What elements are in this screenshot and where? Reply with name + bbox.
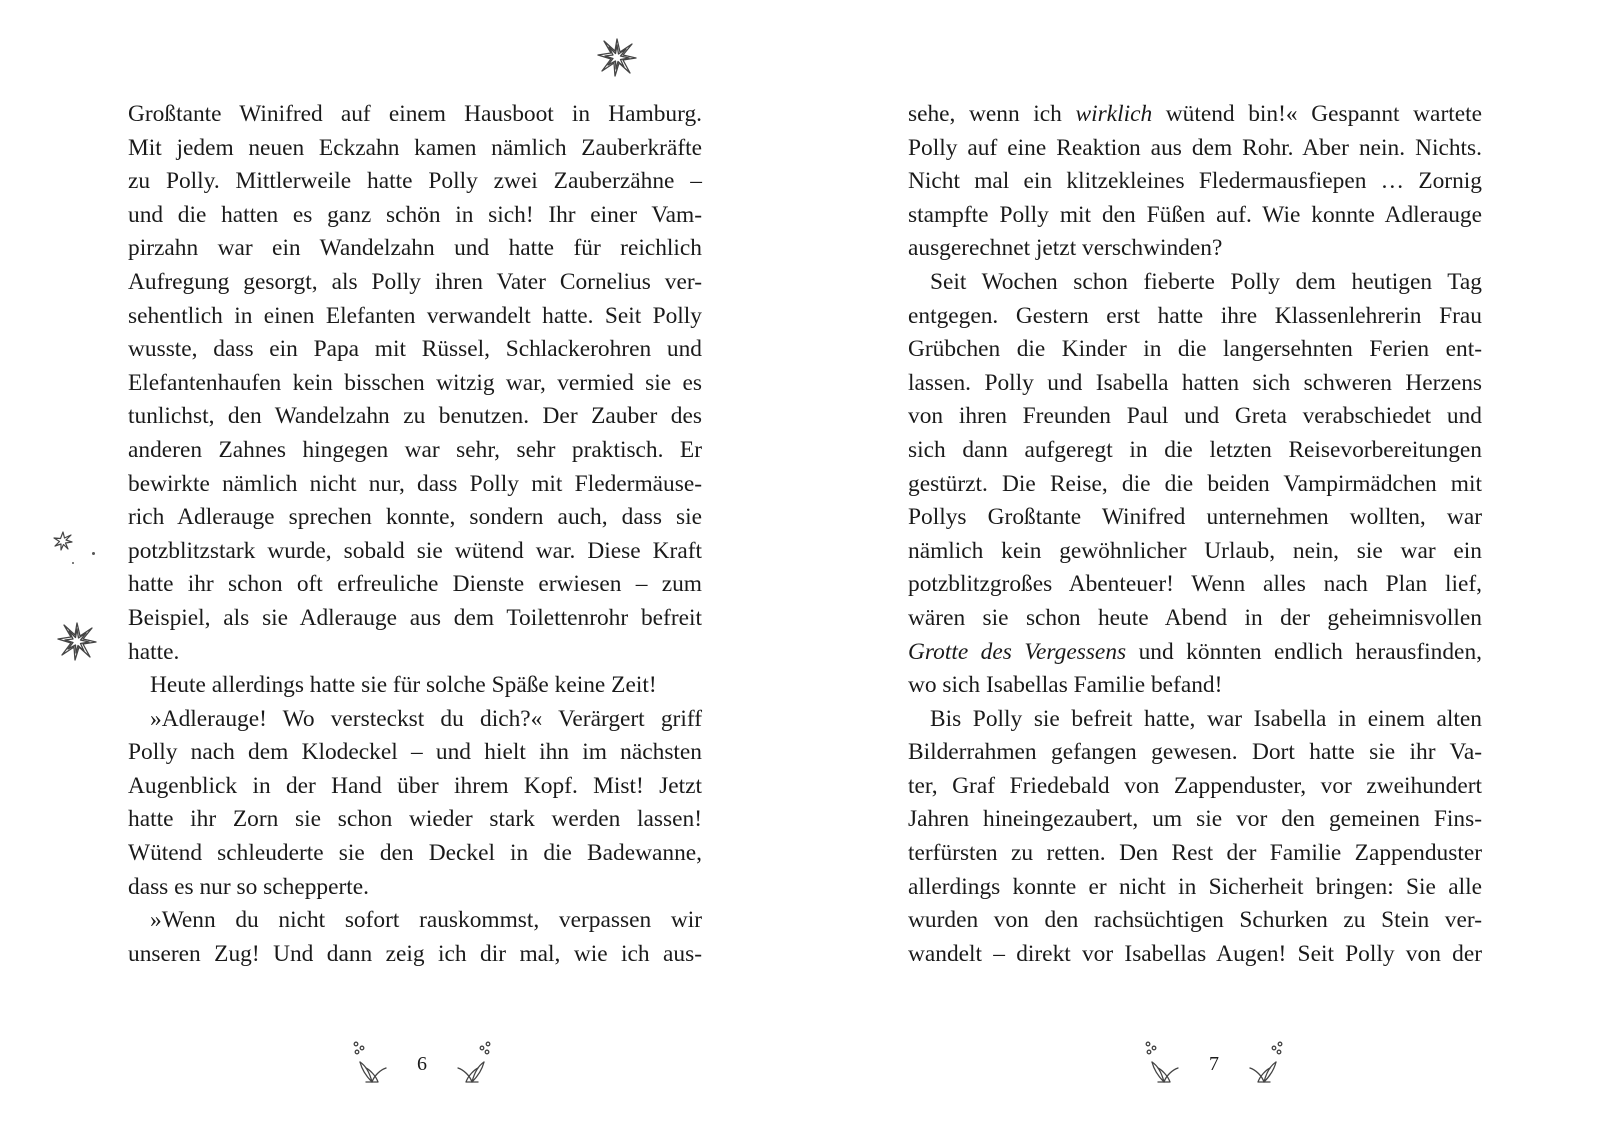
left-page-body-text <box>128 98 702 971</box>
text-line: Aufregung gesorgt, als Polly ihren Vater Cornelius ver- <box>128 268 702 295</box>
text-line: Pollys Großtante Winifred unternehmen wollten, war <box>908 504 1482 531</box>
page-number-footer <box>1144 1040 1284 1092</box>
text-line: tunlichst, den Wandelzahn zu benutzen. Der Zauber des <box>128 403 702 430</box>
text-line: ausgerechnet jetzt verschwinden? <box>908 235 1223 262</box>
text-line: Großtante Winifred auf einem Hausboot in Hamburg. <box>128 101 702 127</box>
text-line: dass es nur so schepperte. <box>128 873 369 900</box>
text-line: wusste, dass ein Papa mit Rüssel, Schlackerohren und <box>128 336 702 363</box>
text-line: Bis Polly sie befreit hatte, war Isabella in einem alten <box>930 705 1482 732</box>
text-line: Polly auf eine Reaktion aus dem Rohr. Aber nein. Nichts. <box>908 134 1482 161</box>
ornament-dot <box>92 552 95 555</box>
text-line: stampfte Polly mit den Füßen auf. Wie konnte Adlerauge <box>908 201 1482 228</box>
text-line: potzblitzstark wurde, sobald sie wütend war. Diese Kraft <box>128 537 702 564</box>
text-line: »Wenn du nicht sofort rauskommst, verpassen wir <box>150 907 702 934</box>
text-line: hatte. <box>128 638 180 665</box>
text-line: unseren Zug! Und dann zeig ich dir mal, wie ich aus- <box>128 940 702 967</box>
text-line: »Adlerauge! Wo versteckst du dich?« Verärgert griff <box>150 705 702 732</box>
text-line: pirzahn war ein Wandelzahn und hatte für reichlich <box>128 235 702 262</box>
text-line: sich dann aufgeregt in die letzten Reisevorbereitungen <box>908 436 1482 463</box>
text-line: wo sich Isabellas Familie befand! <box>908 672 1223 699</box>
right-page-body-text <box>908 98 1482 971</box>
text-line: und die hatten es ganz schön in sich! Ihr einer Vam- <box>128 201 702 228</box>
page-number-footer <box>352 1040 492 1092</box>
text-line: entgegen. Gestern erst hatte ihre Klassenlehrerin Frau <box>908 302 1482 329</box>
text-line: Seit Wochen schon fieberte Polly dem heutigen Tag <box>930 268 1482 295</box>
text-line: Nicht mal ein klitzekleines Fledermausfiepen … Zornig <box>908 168 1482 195</box>
text-line: von ihren Freunden Paul und Greta verabschiedet und <box>908 403 1482 430</box>
ornament-dot <box>72 562 74 564</box>
text-line: Grübchen die Kinder in die langersehnten Ferien ent- <box>908 336 1482 363</box>
text-line: allerdings konnte er nicht in Sicherheit bringen: Sie alle <box>908 873 1482 900</box>
text-line: wurden von den rachsüchtigen Schurken zu Stein ver- <box>908 907 1482 934</box>
sprig-ornament-icon <box>454 1040 492 1092</box>
text-line: Bilderrahmen gefangen gewesen. Dort hatte sie ihr Va- <box>908 739 1482 766</box>
text-line: ter, Graf Friedebald von Zappenduster, vor zweihundert <box>908 772 1482 799</box>
text-line: anderen Zahnes hingegen war sehr, sehr praktisch. Er <box>128 436 702 463</box>
text-span: und könnten endlich herausfinden, <box>1126 638 1482 665</box>
text-span: sehe, wenn ich <box>908 101 1076 127</box>
page-number: 6 <box>417 1053 427 1075</box>
star-ornament-icon <box>56 620 98 662</box>
text-line: bewirkte nämlich nicht nur, dass Polly mit Fledermäuse- <box>128 470 702 497</box>
text-line <box>908 636 1482 670</box>
text-line: Augenblick in der Hand über ihrem Kopf. Mist! Jetzt <box>128 772 702 799</box>
text-line: Wütend schleuderte sie den Deckel in die Badewanne, <box>128 840 702 867</box>
text-line: nämlich kein gewöhnlicher Urlaub, nein, sie war ein <box>908 537 1482 564</box>
text-line: rich Adlerauge sprechen konnte, sondern auch, dass sie <box>128 504 702 531</box>
small-star-ornament-icon <box>52 530 74 552</box>
text-line: hatte ihr schon oft erfreuliche Dienste erwiesen – zum <box>128 571 702 598</box>
text-line: zu Polly. Mittlerweile hatte Polly zwei Zauberzähne – <box>128 168 702 195</box>
text-line: lassen. Polly und Isabella hatten sich schweren Herzens <box>908 369 1482 396</box>
text-line: Mit jedem neuen Eckzahn kamen nämlich Zauberkräfte <box>128 134 702 161</box>
text-line: Beispiel, als sie Adlerauge aus dem Toilettenrohr befreit <box>128 604 702 631</box>
text-line: Jahren hineingezaubert, um sie vor den gemeinen Fins- <box>908 806 1482 833</box>
text-span: wütend bin!« Gespannt wartete <box>1152 101 1482 127</box>
star-ornament-icon <box>596 36 638 78</box>
text-line: sehentlich in einen Elefanten verwandelt hatte. Seit Polly <box>128 302 702 329</box>
text-line: Heute allerdings hatte sie für solche Späße keine Zeit! <box>150 672 657 699</box>
emphasis-text: wirklich <box>1075 101 1153 127</box>
text-line: terfürsten zu retten. Den Rest der Familie Zappenduster <box>908 840 1482 867</box>
text-line: wären sie schon heute Abend in der geheimnisvollen <box>908 604 1482 631</box>
right-page <box>800 0 1600 1130</box>
page-number: 7 <box>1209 1053 1219 1075</box>
text-line <box>908 98 1482 132</box>
text-line: wandelt – direkt vor Isabellas Augen! Seit Polly von der <box>908 940 1482 967</box>
text-line: gestürzt. Die Reise, die die beiden Vampirmädchen mit <box>908 470 1482 497</box>
text-line: hatte ihr Zorn sie schon wieder stark werden lassen! <box>128 806 702 833</box>
sprig-ornament-icon <box>1246 1040 1284 1092</box>
text-line: Polly nach dem Klodeckel – und hielt ihn im nächsten <box>128 739 702 766</box>
emphasis-text: Grotte des Vergessens <box>908 638 1127 665</box>
text-line: Elefantenhaufen kein bisschen witzig war, vermied sie es <box>128 369 702 396</box>
text-line: potzblitzgroßes Abenteuer! Wenn alles nach Plan lief, <box>908 571 1482 598</box>
